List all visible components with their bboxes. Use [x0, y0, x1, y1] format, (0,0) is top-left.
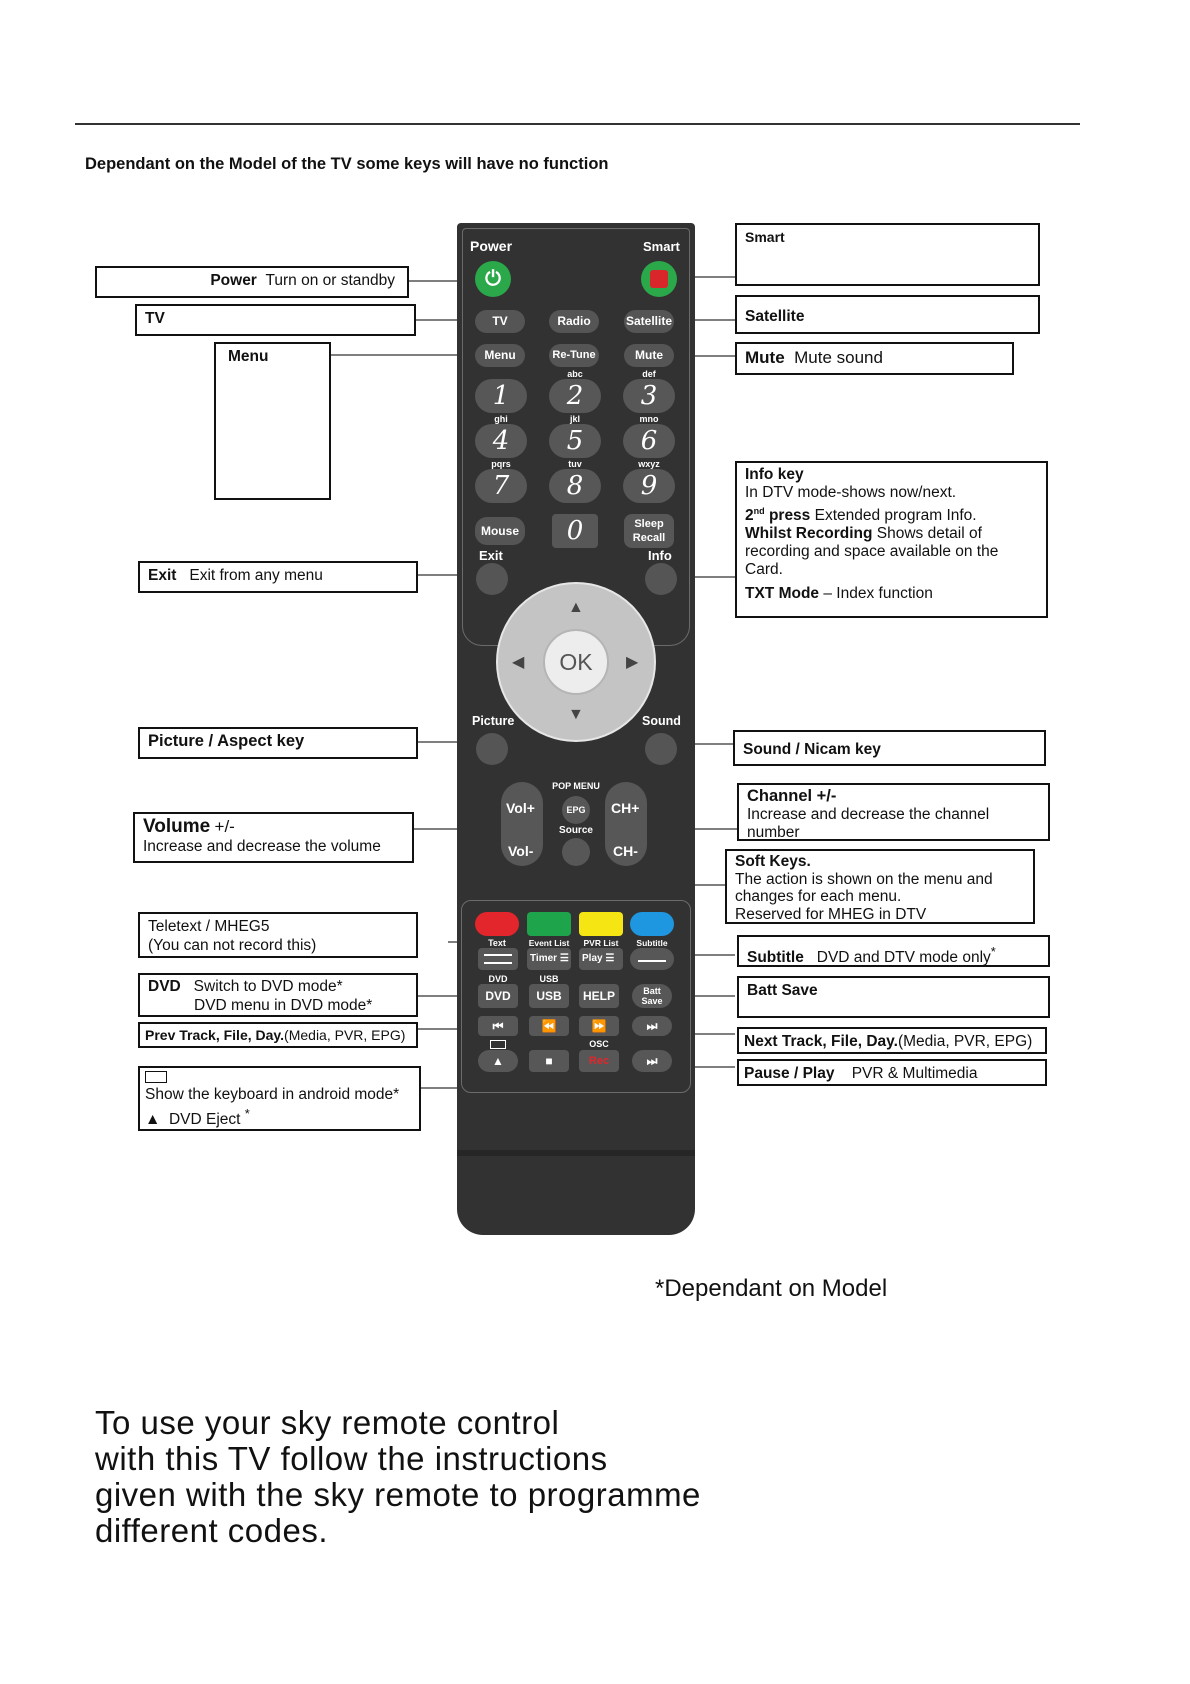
mouse-button[interactable]: Mouse [475, 517, 525, 545]
callout-subtitle: Subtitle DVD and DTV mode only* [737, 935, 1050, 967]
key-7-letters: pqrs [491, 459, 511, 469]
key-3[interactable]: 3 [623, 379, 675, 413]
key-9[interactable]: 9 [623, 469, 675, 503]
remote-grip [457, 1150, 695, 1156]
ch-minus-label[interactable]: CH- [613, 843, 638, 859]
nav-up-button[interactable] [568, 599, 584, 617]
callout-teletext: Teletext / MHEG5 (You can not record this) [138, 912, 418, 958]
eject-small-icon: ▲ [492, 1054, 504, 1068]
stop-button[interactable] [529, 1050, 569, 1072]
key-8[interactable]: 8 [549, 469, 601, 503]
callout-menu: Menu [214, 342, 331, 500]
callout-batt: Batt Save [737, 976, 1050, 1018]
power-icon: ⏻ [485, 268, 501, 290]
fast-forward-button[interactable] [579, 1016, 619, 1036]
key-6-letters: mno [639, 414, 659, 424]
page-header: Dependant on the Model of the TV some keys will have no function [85, 155, 609, 173]
fast-forward-icon: ⏩ [591, 1019, 607, 1033]
info-label: Info [648, 548, 672, 563]
source-label: Source [559, 825, 593, 836]
key-3-letters: def [642, 369, 656, 379]
info-button[interactable] [645, 563, 677, 595]
green-button[interactable] [527, 912, 571, 936]
callout-next: Next Track, File, Day.(Media, PVR, EPG) [737, 1027, 1047, 1054]
footnote: *Dependant on Model [655, 1275, 888, 1302]
usb-button[interactable]: USB [529, 984, 569, 1008]
power-label: Power [470, 238, 513, 254]
keyboard-small-icon [490, 1040, 506, 1049]
text-button[interactable] [478, 948, 518, 970]
callout-softkeys: Soft Keys. The action is shown on the menu and changes for each menu. Reserved for MHEG in DTV [725, 849, 1035, 924]
eject-icon: ▲ [145, 1111, 161, 1129]
key-9-letters: wxyz [638, 459, 660, 469]
osc-label: OSC [589, 1039, 609, 1049]
key-2-letters: abc [567, 369, 583, 379]
usb-small-label: USB [539, 974, 559, 984]
batt-save-button[interactable]: Batt Save [632, 984, 672, 1008]
ch-plus-label[interactable]: CH+ [611, 800, 640, 816]
callout-tv: TV [135, 304, 416, 336]
callout-sound: Sound / Nicam key [733, 730, 1046, 766]
callout-info: Info key In DTV mode-shows now/next. 2nd press Extended program Info. Whilst Recording Shows detail of recording and space available on the Card. TXT Mode – Index function [735, 461, 1048, 618]
key-5-letters: jkl [569, 414, 580, 424]
exit-button[interactable] [476, 563, 508, 595]
eject-button[interactable] [478, 1050, 518, 1072]
nav-left-button[interactable] [512, 652, 524, 672]
callout-pause: Pause / Play PVR & Multimedia [737, 1059, 1047, 1086]
callout-dvd: DVD Switch to DVD mode* DVD menu in DVD mode* [138, 973, 418, 1017]
retune-button[interactable]: Re-Tune [549, 344, 599, 367]
text-label: Text [488, 938, 506, 948]
smart-icon [650, 270, 668, 288]
epg-button[interactable]: EPG [562, 796, 590, 824]
prev-track-icon: ⏮ [492, 1019, 504, 1033]
nav-right-button[interactable] [626, 652, 638, 672]
mute-button[interactable]: Mute [624, 344, 674, 367]
callout-keyboard: Show the keyboard in android mode* ▲ DVD Eject * [138, 1066, 421, 1131]
vol-plus-label[interactable]: Vol+ [506, 800, 535, 816]
menu-button[interactable]: Menu [475, 344, 525, 367]
smart-button[interactable] [641, 261, 677, 297]
prev-track-button[interactable] [478, 1016, 518, 1036]
left-arrow-icon: ◀ [512, 654, 525, 671]
sound-button[interactable] [645, 733, 677, 765]
help-button[interactable]: HELP [579, 984, 619, 1008]
keyboard-icon [145, 1071, 167, 1083]
vol-minus-label[interactable]: Vol- [508, 843, 534, 859]
yellow-button[interactable] [579, 912, 623, 936]
picture-label: Picture [472, 714, 515, 728]
timer-button[interactable]: Timer ☰ [527, 948, 571, 970]
blue-button[interactable] [630, 912, 674, 936]
source-button[interactable] [562, 838, 590, 866]
rewind-button[interactable] [529, 1016, 569, 1036]
callout-exit: Exit Exit from any menu [138, 561, 418, 593]
play-list-button[interactable]: Play ☰ [579, 948, 623, 970]
pause-play-button[interactable] [632, 1050, 672, 1072]
stop-icon: ■ [545, 1054, 553, 1068]
tv-button[interactable]: TV [475, 310, 525, 333]
pause-play-icon: ⏭ [646, 1054, 658, 1068]
key-2[interactable]: 2 [549, 379, 601, 413]
power-button[interactable] [475, 261, 511, 297]
satellite-button[interactable]: Satellite [624, 310, 674, 333]
callout-picture: Picture / Aspect key [138, 727, 418, 759]
key-1[interactable]: 1 [475, 379, 527, 413]
red-button[interactable] [475, 912, 519, 936]
instructions: To use your sky remote control with this TV follow the instructions given with the sky remote to programme different codes. [95, 1404, 701, 1549]
dvd-small-label: DVD [488, 974, 508, 984]
list-icon: ☰ [605, 953, 615, 964]
dvd-button[interactable]: DVD [478, 984, 518, 1008]
callout-smart: Smart [735, 223, 1040, 286]
rewind-icon: ⏪ [541, 1019, 557, 1033]
pop-menu-label: POP MENU [552, 781, 600, 791]
smart-label: Smart [643, 239, 680, 254]
sound-label: Sound [642, 714, 681, 728]
right-arrow-icon: ▶ [626, 654, 639, 671]
ok-button[interactable]: OK [543, 629, 609, 695]
down-arrow-icon: ▼ [568, 706, 584, 723]
pvr-list-label: PVR List [583, 938, 619, 948]
key-4-letters: ghi [494, 414, 508, 424]
callout-power: Power Turn on or standby [95, 266, 409, 298]
timer-icon: ☰ [559, 953, 569, 964]
key-5[interactable]: 5 [549, 424, 601, 458]
picture-button[interactable] [476, 733, 508, 765]
key-6[interactable]: 6 [623, 424, 675, 458]
subtitle-button[interactable] [630, 948, 674, 970]
sleep-recall-button[interactable]: Sleep Recall [624, 514, 674, 548]
callout-channel: Channel +/- Increase and decrease the channel number [737, 783, 1050, 841]
next-track-button[interactable] [632, 1016, 672, 1036]
key-7[interactable]: 7 [475, 469, 527, 503]
key-0[interactable]: 0 [552, 514, 598, 548]
callout-mute: Mute Mute sound [735, 342, 1014, 375]
up-arrow-icon: ▲ [568, 599, 584, 616]
subtitle-label: Subtitle [636, 938, 668, 948]
key-8-letters: tuv [568, 459, 582, 469]
event-list-label: Event List [528, 938, 570, 948]
radio-button[interactable]: Radio [549, 310, 599, 333]
subtitle-icon [638, 960, 666, 962]
exit-label: Exit [479, 548, 503, 563]
callout-volume: Volume +/- Increase and decrease the volume [133, 812, 414, 863]
callout-satellite: Satellite [735, 295, 1040, 334]
key-4[interactable]: 4 [475, 424, 527, 458]
nav-down-button[interactable] [568, 706, 584, 724]
record-button[interactable]: Rec [579, 1050, 619, 1072]
callout-prev: Prev Track, File, Day.(Media, PVR, EPG) [138, 1022, 418, 1048]
next-track-icon: ⏭ [646, 1019, 658, 1033]
teletext-icon [484, 954, 512, 964]
